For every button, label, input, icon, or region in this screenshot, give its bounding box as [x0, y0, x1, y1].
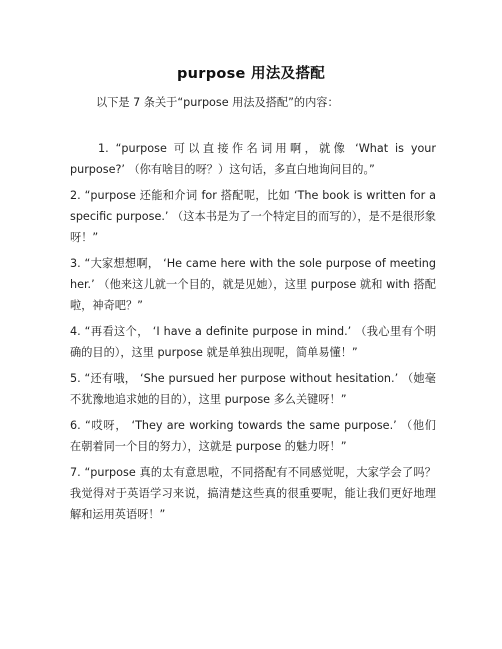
list-item: 6. “哎呀， ‘They are working towards the same purpose.’ （他们在朝着同一个目的努力），这就是 purpose 的魅力呀！” — [70, 419, 436, 453]
list-item: 5. “还有哦， ‘She pursued her purpose without hesitation.’ （她毫不犹豫地追求她的目的），这里 purpose 多么关键呀！” — [70, 372, 436, 406]
intro-paragraph: 以下是 7 条关于“purpose 用法及搭配”的内容： — [96, 96, 339, 109]
list-item: 4. “再看这个， ‘I have a definite purpose in mind.’ （我心里有个明确的目的），这里 purpose 就是单独出现呢，简单易懂！” — [70, 325, 436, 359]
list-item: 1. “purpose 可以直接作名词用啊，就像 ‘What is your purpose?’ （你有啥目的呀？）这句话，多直白地询问目的。” — [70, 142, 436, 176]
document-title: purpose 用法及搭配 — [176, 66, 326, 82]
list-item: 2. “purpose 还能和介词 for 搭配呢，比如 ‘The book is written for a specific purpose.’ （这本书是为了一个特定目的而写的），是不是很形象呀！” — [70, 189, 436, 244]
list-item: 7. “purpose 真的太有意思啦，不同搭配有不同感觉呢，大家学会了吗？我觉得对于英语学习来说，搞清楚这些真的很重要呢，能让我们更好地理解和运用英语呀！” — [70, 466, 436, 521]
list-item: 3. “大家想想啊， ‘He came here with the sole purpose of meeting her.’ （他来这儿就一个目的，就是见她），这里 purpose 就和 with 搭配啦，神奇吧？” — [70, 257, 436, 312]
item-list — [70, 138, 436, 530]
